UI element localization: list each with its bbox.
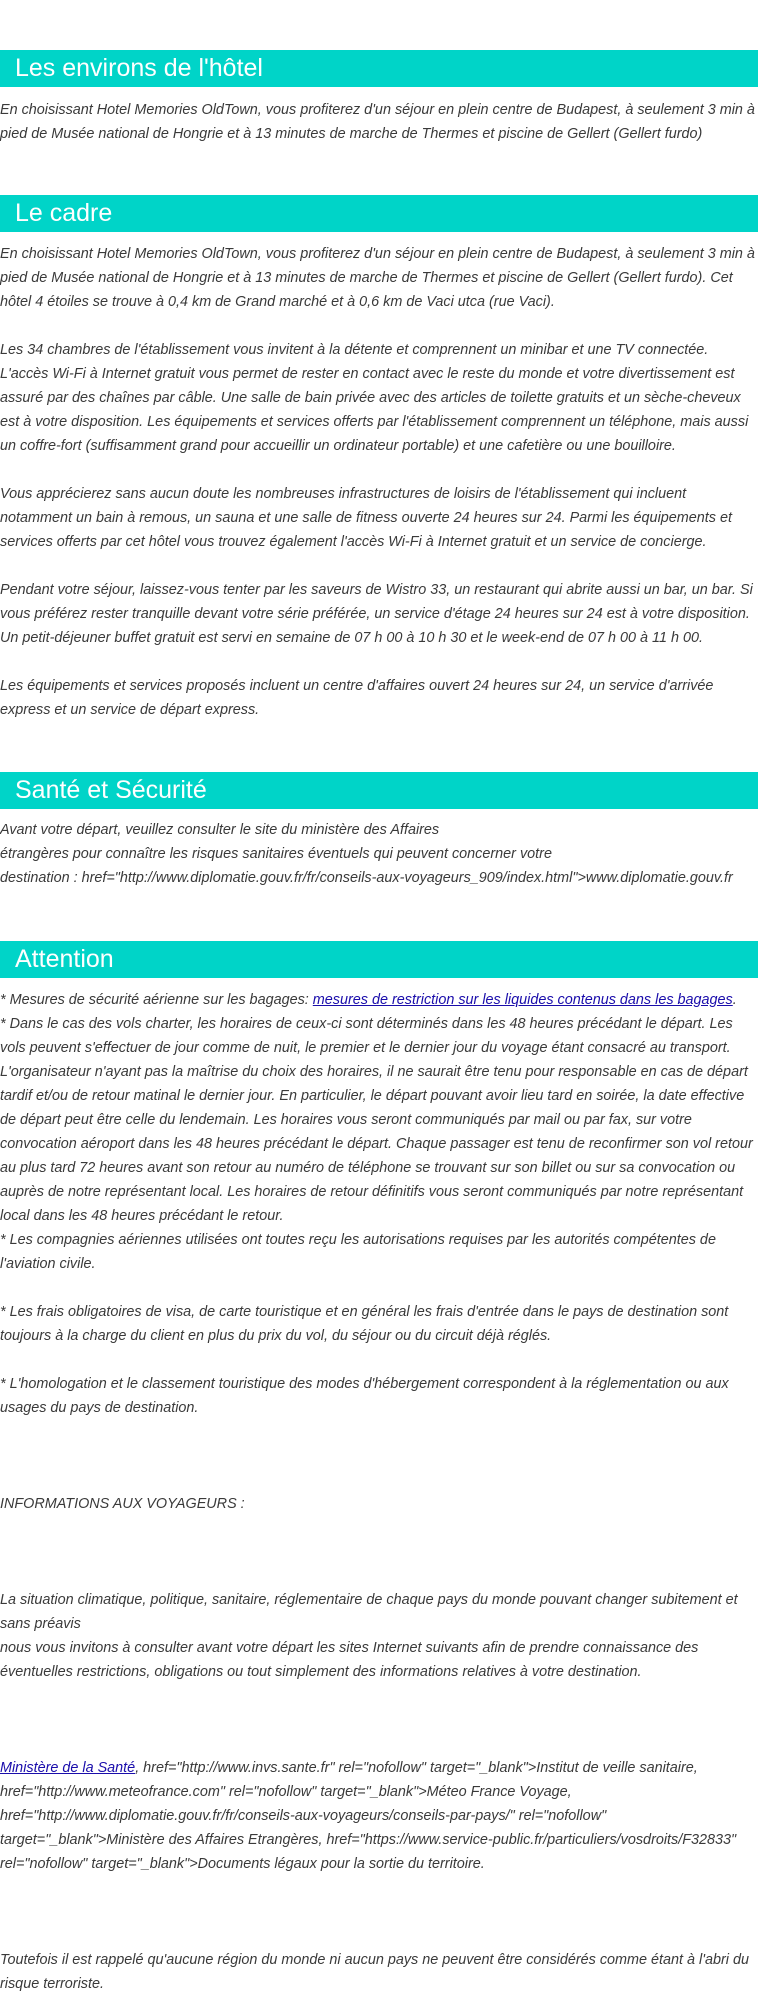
terrorisme-note: Toutefois il est rappelé qu'aucune région du monde ni aucun pays ne peuvent être considérés comme étant à l'abri du risque terroriste. xyxy=(0,1952,749,1992)
frais-note: * Les frais obligatoires de visa, de carte touristique et en général les frais d'entrée dans le pays de destination sont toujours à la charge du client en plus du prix du vol, du séjour ou du circuit déjà réglés. xyxy=(0,1304,729,1344)
situation-text: La situation climatique, politique, sanitaire, réglementaire de chaque pays du monde pouvant changer subitement et sans préavis nous vous invitons à consulter avant votre départ les sites Internet suivants afin de prendre connaissance des éventuelles restrictions, obligations ou tout simplement des informations relatives à votre destination. xyxy=(0,1592,738,1680)
bagages-note: * Mesures de sécurité aérienne sur les bagages: mesures de restriction sur les liquides contenus dans les bagages. xyxy=(0,992,737,1008)
links-paragraph: Ministère de la Santé, href="http://www.invs.sante.fr" rel="nofollow" target="_blank">Institut de veille sanitaire, href="http://www.meteofrance.com" rel="nofollow" target="_blank">Méteo France Voyage, href="http://www.diplomatie.gouv.fr/fr/conseils-aux-voyageurs/conseils-par-pays/" rel="nofollow" target="_blank">Ministère des Affaires Etrangères, href="https://www.service-public.fr/particuliers/vosdroits/F32833" rel="nofollow" target="_blank">Documents légaux pour la sortie du territoire. xyxy=(0,1760,737,1872)
cadre-paragraph-5: Les équipements et services proposés incluent un centre d'affaires ouvert 24 heures sur 24, un service d'arrivée express et un service de départ express. xyxy=(0,678,714,718)
homologation-note: * L'homologation et le classement touristique des modes d'hébergement correspondent à la réglementation ou aux usages du pays de destination. xyxy=(0,1376,729,1416)
cadre-paragraph-2: Les 34 chambres de l'établissement vous invitent à la détente et comprennent un minibar et une TV connectée. L'accès Wi-Fi à Internet gratuit vous permet de rester en contact avec le reste du monde et votre divertissement est assuré par des chaînes par câble. Une salle de bain privée avec des articles de toilette gratuits et un sèche-cheveux est à votre disposition. Les équipements et services offerts par l'établissement comprennent un téléphone, mais aussi un coffre-fort (suffisamment grand pour accueillir un ordinateur portable) et une cafetière ou une bouilloire. xyxy=(0,342,749,454)
info-voyageurs-title: INFORMATIONS AUX VOYAGEURS : xyxy=(0,1496,245,1512)
sante-line-1: Avant votre départ, veuillez consulter le site du ministère des Affaires xyxy=(0,822,440,838)
bagages-restrictions-link[interactable]: mesures de restriction sur les liquides contenus dans les bagages xyxy=(312,992,733,1008)
sante-line-2: étrangères pour connaître les risques sanitaires éventuels qui peuvent concerner votre xyxy=(0,846,552,862)
cadre-paragraph-3: Vous apprécierez sans aucun doute les nombreuses infrastructures de loisirs de l'établissement qui incluent notamment un bain à remous, un sauna et une salle de fitness ouverte 24 heures sur 24. Parmi les équipements et services offerts par cet hôtel vous trouvez également l'accès Wi-Fi à Internet gratuit et un service de concierge. xyxy=(0,486,732,550)
charter-note: * Dans le cas des vols charter, les horaires de ceux-ci sont déterminés dans les 48 heures précédant le départ. Les vols peuvent s'effectuer de jour comme de nuit, le premier et le dernier jour du voyage étant consacré au transport. L'organisateur n'ayant pas la maîtrise du choix des horaires, il ne saurait être tenu pour responsable en cas de départ tardif et/ou de retour matinal le dernier jour. En particulier, le départ pouvant avoir lieu tard en soirée, la date effective de départ peut être celle du lendemain. Les horaires vous seront communiqués par mail ou par fax, sur votre convocation aéroport dans les 48 heures précédant le départ. Chaque passager est tenu de reconfirmer son vol retour au plus tard 72 heures avant son retour au numéro de téléphone se trouvant sur son billet ou sur sa convocation ou auprès de notre représentant local. Les horaires de retour définitifs vous seront communiqués par notre représentant local dans les 48 heures précédant le retour. xyxy=(0,1016,753,1224)
section-header-attention: Attention xyxy=(0,941,758,978)
ministere-sante-link[interactable]: Ministère de la Santé xyxy=(0,1760,136,1776)
section-header-sante: Santé et Sécurité xyxy=(0,772,758,809)
cadre-paragraph-1: En choisissant Hotel Memories OldTown, vous profiterez d'un séjour en plein centre de Budapest, à seulement 3 min à pied de Musée national de Hongrie et à 13 minutes de marche de Thermes et piscine de Gellert (Gellert furdo). Cet hôtel 4 étoiles se trouve à 0,4 km de Grand marché et à 0,6 km de Vaci utca (rue Vaci). xyxy=(0,246,755,310)
environs-text: En choisissant Hotel Memories OldTown, vous profiterez d'un séjour en plein centre de Budapest, à seulement 3 min à pied de Musée national de Hongrie et à 13 minutes de marche de Thermes et piscine de Gellert (Gellert furdo) xyxy=(0,102,755,142)
cadre-paragraph-4: Pendant votre séjour, laissez-vous tenter par les saveurs de Wistro 33, un restaurant qui abrite aussi un bar, un bar. Si vous préférez rester tranquille devant votre série préférée, un service d'étage 24 heures sur 24 est à votre disposition. Un petit-déjeuner buffet gratuit est servi en semaine de 07 h 00 à 10 h 30 et le week-end de 07 h 00 à 11 h 00. xyxy=(0,582,753,646)
section-header-environs: Les environs de l'hôtel xyxy=(0,50,758,87)
section-header-cadre: Le cadre xyxy=(0,195,758,232)
compagnies-note: * Les compagnies aériennes utilisées ont toutes reçu les autorisations requises par les autorités compétentes de l'aviation civile. xyxy=(0,1232,716,1272)
sante-line-3: destination : href="http://www.diplomatie.gouv.fr/fr/conseils-aux-voyageurs_909/index.html">www.diplomatie.gouv.fr xyxy=(0,870,733,886)
